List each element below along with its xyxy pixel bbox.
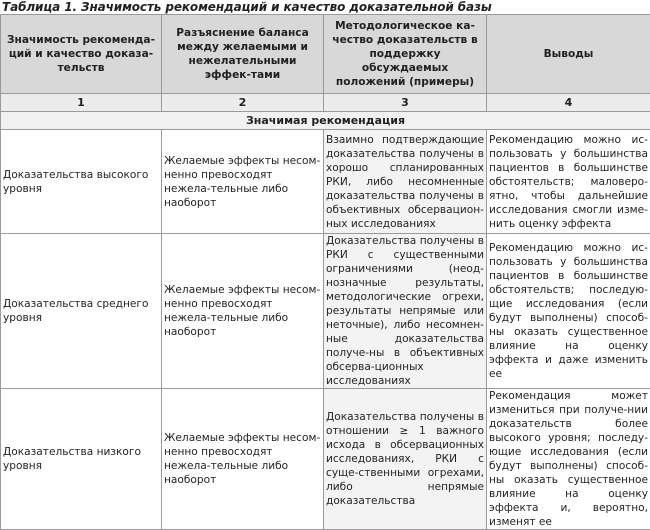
balance-cell: Желаемые эффекты несом-ненно превосходят нежела-тельные либо наоборот [162,389,324,530]
column-number: 2 [162,94,324,112]
column-number: 1 [1,94,162,112]
header-cell-quality: Методологическое ка-чество доказательств в поддержку обсуждаемых положений (примеры) [324,15,487,94]
evidence-level-cell: Доказательства среднего уровня [1,234,162,389]
header-cell-conclusions: Выводы [487,15,650,94]
evidence-table [0,14,650,530]
quality-cell: Доказательства получены в отношении ≥ 1 важного исхода в обсервационных исследованиях, РКИ с суще-ственными огрехами, либо непрямые доказательства [324,389,487,530]
evidence-level-cell: Доказательства высокого уровня [1,130,162,234]
header-cell-balance: Разъяснение баланса между желаемыми и нежелательными эффек-тами [162,15,324,94]
conclusion-cell: Рекомендацию можно ис-пользовать у большинства пациентов в большинстве обстоятельств; последую-щие исследования (если будут выполнены) способ-ны оказать существенное влияние на оценку эффекта и даже изменить ее [487,234,650,389]
section-title: Значимая рекомендация [1,112,650,130]
evidence-level-cell: Доказательства низкого уровня [1,389,162,530]
column-number-row [1,94,650,112]
conclusion-cell: Рекомендацию можно ис-пользовать у большинства пациентов в большинстве обстоятельств; маловеро-ятно, чтобы дальнейшие исследования смогли изме-нить оценку эффекта [487,130,650,234]
table-row [1,234,650,389]
column-number: 4 [487,94,650,112]
header-row [1,15,650,94]
column-number: 3 [324,94,487,112]
quality-cell: Взаимно подтверждающие доказательства получены в хорошо спланированных РКИ, либо несомненные доказательства получены в объективных обсервацион-ных исследованиях [324,130,487,234]
quality-cell: Доказательства получены в РКИ с существенными ограничениями (неод-нозначные результаты, методологические огрехи, результаты непрямые или неточные), либо несомнен-ные доказательства получе-ны в объективных обсерва-ционных исследованиях [324,234,487,389]
conclusion-cell: Рекомендация может измениться при получе-нии доказательств более высокого уровня; последу-ющие исследования (если будут выполнены) способ-ны оказать существенное влияние на оценку эффекта и, вероятно, изменят ее [487,389,650,530]
section-row [1,112,650,130]
table-row [1,130,650,234]
header-cell-significance: Значимость рекоменда-ций и качество доказа-тельств [1,15,162,94]
balance-cell: Желаемые эффекты несом-ненно превосходят нежела-тельные либо наоборот [162,130,324,234]
table-caption: Таблица 1. Значимость рекомендаций и качество доказательной базы [2,0,492,14]
table-row [1,389,650,530]
balance-cell: Желаемые эффекты несом-ненно превосходят нежела-тельные либо наоборот [162,234,324,389]
